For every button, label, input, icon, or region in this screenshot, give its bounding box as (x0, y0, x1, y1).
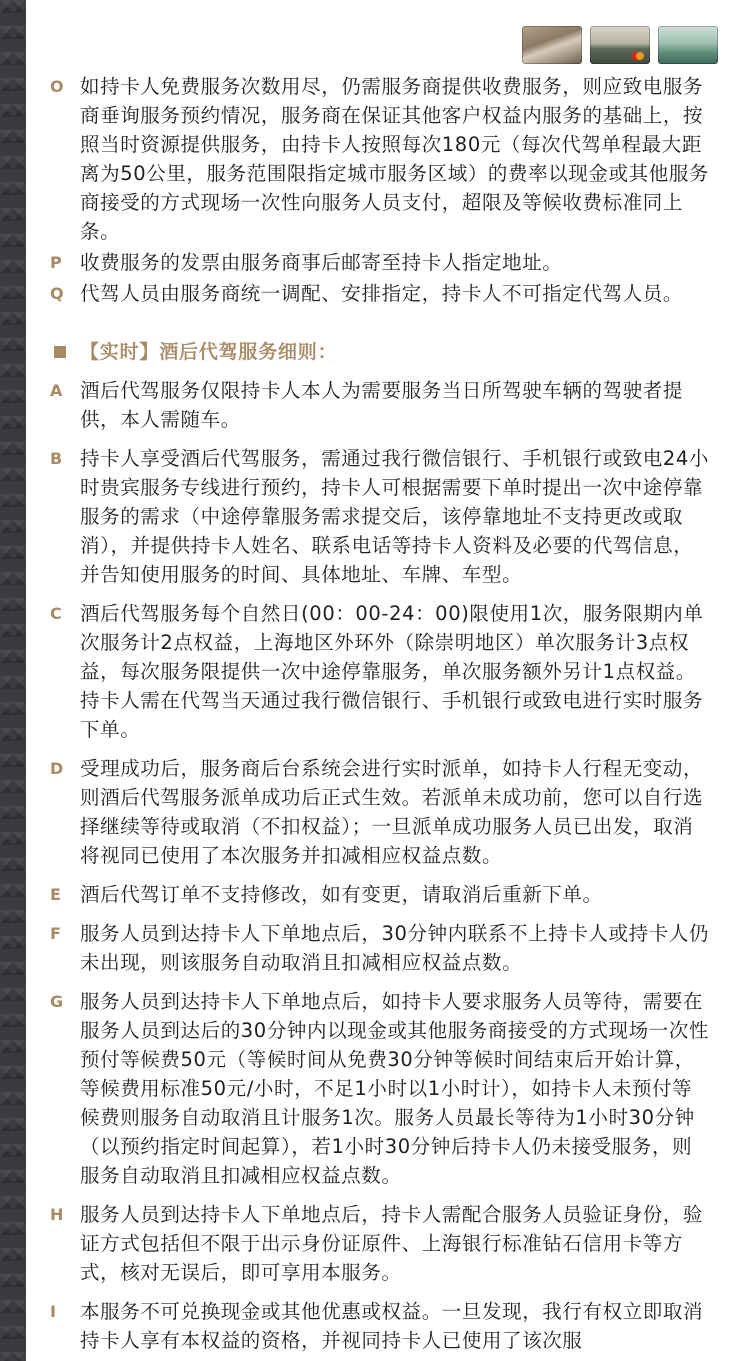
item-marker: O (50, 77, 65, 96)
decorative-side-pattern (0, 0, 26, 1361)
item-marker: B (50, 449, 63, 468)
item-text: 酒后代驾服务仅限持卡人本人为需要服务当日所驾驶车辆的驾驶者提供，本人需随车。 (80, 379, 684, 431)
list-item (50, 987, 710, 1190)
item-text: 服务人员到达持卡人下单地点后，持卡人需配合服务人员验证身份，验证方式包括但不限于出示身份证原件、上海银行标准钻石信用卡等方式，核对无误后，即可享用本服务。 (80, 1203, 704, 1284)
item-text: 代驾人员由服务商统一调配、安排指定，持卡人不可指定代驾人员。 (80, 282, 684, 305)
list-item (50, 248, 710, 277)
square-bullet-icon (54, 346, 66, 358)
card-thumbnail-2 (590, 26, 650, 64)
terms-content (50, 72, 710, 1357)
item-text: 本服务不可兑换现金或其他优惠或权益。一旦发现，我行有权立即取消持卡人享有本权益的资格，并视同持卡人已使用了该次服 (80, 1300, 704, 1352)
item-text: 受理成功后，服务商后台系统会进行实时派单，如持卡人行程无变动，则酒后代驾服务派单成功后正式生效。若派单未成功前，您可以自行选择继续等待或取消（不扣权益）；一旦派单成功服务人员已出发，取消将视同已使用了本次服务并扣减相应权益点数。 (80, 757, 704, 867)
list-item (50, 599, 710, 744)
item-marker: P (50, 253, 63, 272)
list-item (50, 279, 710, 308)
item-text: 收费服务的发票由服务商事后邮寄至持卡人指定地址。 (80, 251, 563, 274)
card-thumbnails (522, 26, 718, 64)
item-marker: I (50, 1302, 57, 1321)
card-thumbnail-1 (522, 26, 582, 64)
item-marker: G (50, 992, 64, 1011)
card-thumbnail-3 (658, 26, 718, 64)
item-marker: C (50, 604, 63, 623)
item-marker: Q (50, 284, 65, 303)
list-item (50, 444, 710, 589)
item-text: 如持卡人免费服务次数用尽，仍需服务商提供收费服务，则应致电服务商垂询服务预约情况，服务商在保证其他客户权益内服务的基础上，按照当时资源提供服务，由持卡人按照每次180元（每次代驾单程最大距离为50公里，服务范围限指定城市服务区域）的费率以现金或其他服务商接受的方式现场一次性向服务人员支付，超限及等候收费标准同上条。 (80, 75, 710, 243)
item-marker: A (50, 381, 63, 400)
item-text: 服务人员到达持卡人下单地点后，如持卡人要求服务人员等待，需要在服务人员到达后的30分钟内以现金或其他服务商接受的方式现场一次性预付等候费50元（等候时间从免费30分钟等候时间结束后开始计算，等候费用标准50元/小时，不足1小时以1小时计），如持卡人未预付等候费则服务自动取消且计服务1次。服务人员最长等待为1小时30分钟（以预约指定时间起算），若1小时30分钟后持卡人仍未接受服务，则服务自动取消且扣减相应权益点数。 (80, 990, 710, 1187)
list-item (50, 919, 710, 977)
item-text: 持卡人享受酒后代驾服务，需通过我行微信银行、手机银行或致电24小时贵宾服务专线进行预约，持卡人可根据需要下单时提出一次中途停靠服务的需求（中途停靠服务需求提交后，该停靠地址不支持更改或取消），并提供持卡人姓名、联系电话等持卡人资料及必要的代驾信息，并告知使用服务的时间、具体地址、车牌、车型。 (80, 447, 710, 586)
list-item (50, 1297, 710, 1355)
list-item (50, 1200, 710, 1287)
item-marker: D (50, 759, 64, 778)
list-item (50, 72, 710, 246)
list-item (50, 376, 710, 434)
item-marker: E (50, 885, 62, 904)
item-text: 酒后代驾服务每个自然日(00：00-24：00)限使用1次，服务限期内单次服务计2点权益，上海地区外环外（除崇明地区）单次服务计3点权益，每次服务限提供一次中途停靠服务，单次服务额外另计1点权益。持卡人需在代驾当天通过我行微信银行、手机银行或致电进行实时服务下单。 (80, 602, 704, 741)
item-marker: F (50, 924, 62, 943)
item-text: 酒后代驾订单不支持修改，如有变更，请取消后重新下单。 (80, 883, 603, 906)
item-text: 服务人员到达持卡人下单地点后，30分钟内联系不上持卡人或持卡人仍未出现，则该服务自动取消且扣减相应权益点数。 (80, 922, 710, 974)
section-heading (54, 338, 710, 366)
mastercard-logo-icon (632, 52, 644, 60)
section-title-text: 【实时】酒后代驾服务细则： (80, 341, 338, 363)
item-marker: H (50, 1205, 64, 1224)
list-item (50, 880, 710, 909)
list-item (50, 754, 710, 870)
